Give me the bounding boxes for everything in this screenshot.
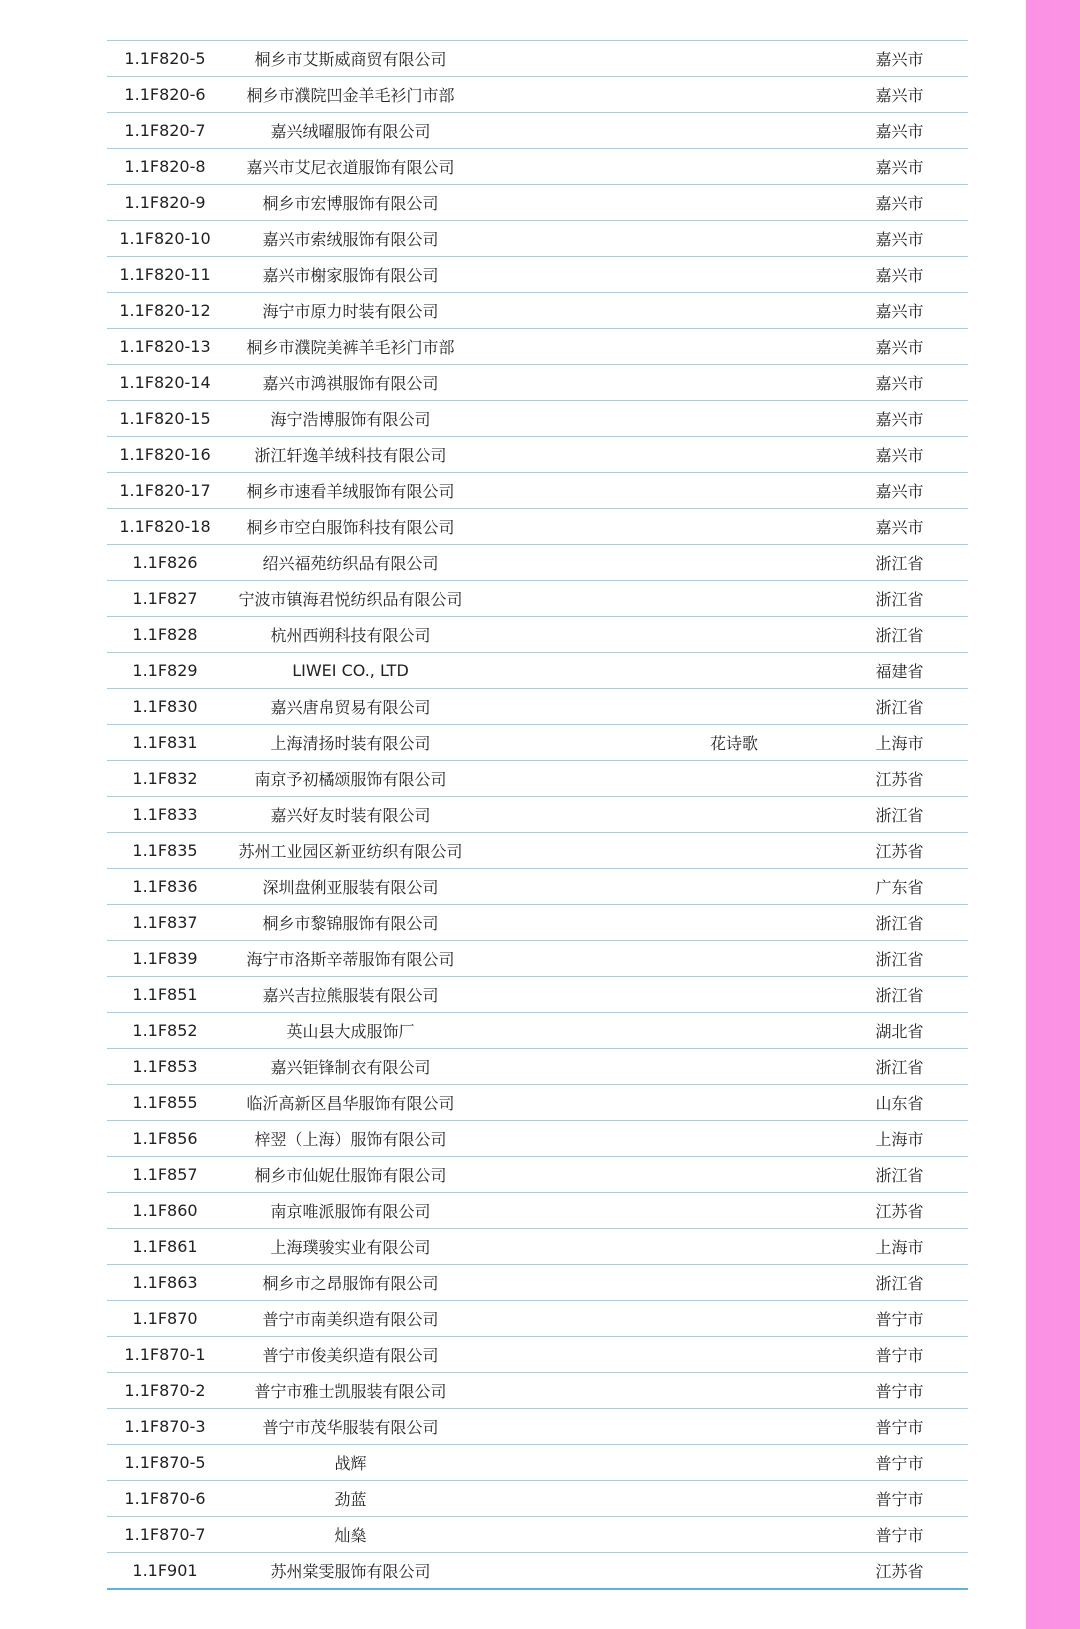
company-name-cell: 英山县大成服饰厂 bbox=[223, 1013, 478, 1049]
region-cell: 嘉兴市 bbox=[831, 509, 968, 545]
brand-name-cell bbox=[478, 77, 831, 113]
booth-number-cell: 1.1F820-8 bbox=[107, 149, 223, 185]
brand-name-cell bbox=[478, 1265, 831, 1301]
booth-number-cell: 1.1F820-14 bbox=[107, 365, 223, 401]
region-cell: 嘉兴市 bbox=[831, 221, 968, 257]
region-cell: 江苏省 bbox=[831, 1553, 968, 1590]
company-name-cell: 嘉兴唐帛贸易有限公司 bbox=[223, 689, 478, 725]
brand-name-cell bbox=[478, 149, 831, 185]
booth-number-cell: 1.1F826 bbox=[107, 545, 223, 581]
table-row bbox=[107, 293, 968, 329]
booth-number-cell: 1.1F820-12 bbox=[107, 293, 223, 329]
booth-number-cell: 1.1F820-18 bbox=[107, 509, 223, 545]
company-name-cell: 嘉兴市索绒服饰有限公司 bbox=[223, 221, 478, 257]
table-row bbox=[107, 437, 968, 473]
company-name-cell: 深圳盘俐亚服装有限公司 bbox=[223, 869, 478, 905]
region-cell: 江苏省 bbox=[831, 761, 968, 797]
booth-number-cell: 1.1F830 bbox=[107, 689, 223, 725]
brand-name-cell bbox=[478, 869, 831, 905]
table-row bbox=[107, 149, 968, 185]
booth-number-cell: 1.1F835 bbox=[107, 833, 223, 869]
company-name-cell: 海宁浩博服饰有限公司 bbox=[223, 401, 478, 437]
table-row bbox=[107, 1013, 968, 1049]
region-cell: 浙江省 bbox=[831, 689, 968, 725]
company-name-cell: 绍兴福苑纺织品有限公司 bbox=[223, 545, 478, 581]
table-row bbox=[107, 833, 968, 869]
region-cell: 普宁市 bbox=[831, 1301, 968, 1337]
region-cell: 上海市 bbox=[831, 725, 968, 761]
booth-number-cell: 1.1F836 bbox=[107, 869, 223, 905]
table-row bbox=[107, 689, 968, 725]
company-name-cell: 桐乡市仙妮仕服饰有限公司 bbox=[223, 1157, 478, 1193]
brand-name-cell bbox=[478, 509, 831, 545]
table-row bbox=[107, 185, 968, 221]
booth-number-cell: 1.1F828 bbox=[107, 617, 223, 653]
table-row bbox=[107, 473, 968, 509]
booth-number-cell: 1.1F870-5 bbox=[107, 1445, 223, 1481]
company-name-cell: 海宁市洛斯辛蒂服饰有限公司 bbox=[223, 941, 478, 977]
brand-name-cell bbox=[478, 293, 831, 329]
region-cell: 浙江省 bbox=[831, 1157, 968, 1193]
exhibitor-table bbox=[107, 40, 968, 1590]
brand-name-cell bbox=[478, 401, 831, 437]
region-cell: 嘉兴市 bbox=[831, 473, 968, 509]
booth-number-cell: 1.1F820-11 bbox=[107, 257, 223, 293]
booth-number-cell: 1.1F861 bbox=[107, 1229, 223, 1265]
company-name-cell: 嘉兴市鸿祺服饰有限公司 bbox=[223, 365, 478, 401]
region-cell: 浙江省 bbox=[831, 977, 968, 1013]
brand-name-cell bbox=[478, 1121, 831, 1157]
company-name-cell: 嘉兴市艾尼衣道服饰有限公司 bbox=[223, 149, 478, 185]
table-row bbox=[107, 221, 968, 257]
table-row bbox=[107, 1049, 968, 1085]
region-cell: 广东省 bbox=[831, 869, 968, 905]
booth-number-cell: 1.1F863 bbox=[107, 1265, 223, 1301]
table-row bbox=[107, 1157, 968, 1193]
booth-number-cell: 1.1F852 bbox=[107, 1013, 223, 1049]
table-row bbox=[107, 77, 968, 113]
booth-number-cell: 1.1F870-2 bbox=[107, 1373, 223, 1409]
region-cell: 浙江省 bbox=[831, 581, 968, 617]
region-cell: 普宁市 bbox=[831, 1445, 968, 1481]
region-cell: 浙江省 bbox=[831, 545, 968, 581]
booth-number-cell: 1.1F829 bbox=[107, 653, 223, 689]
booth-number-cell: 1.1F820-17 bbox=[107, 473, 223, 509]
brand-name-text: 花诗歌 bbox=[710, 734, 759, 753]
booth-number-cell: 1.1F820-13 bbox=[107, 329, 223, 365]
table-row bbox=[107, 113, 968, 149]
company-name-cell: 梓翌（上海）服饰有限公司 bbox=[223, 1121, 478, 1157]
table-row bbox=[107, 401, 968, 437]
booth-number-cell: 1.1F870-1 bbox=[107, 1337, 223, 1373]
brand-name-cell bbox=[478, 1193, 831, 1229]
company-name-cell: 临沂高新区昌华服饰有限公司 bbox=[223, 1085, 478, 1121]
brand-name-cell bbox=[478, 1085, 831, 1121]
brand-name-cell bbox=[478, 1373, 831, 1409]
table-row bbox=[107, 617, 968, 653]
brand-name-cell bbox=[478, 365, 831, 401]
region-cell: 普宁市 bbox=[831, 1481, 968, 1517]
booth-number-cell: 1.1F827 bbox=[107, 581, 223, 617]
region-cell: 嘉兴市 bbox=[831, 185, 968, 221]
region-cell: 江苏省 bbox=[831, 833, 968, 869]
brand-name-cell bbox=[478, 1481, 831, 1517]
booth-number-cell: 1.1F820-9 bbox=[107, 185, 223, 221]
booth-number-cell: 1.1F853 bbox=[107, 1049, 223, 1085]
region-cell: 嘉兴市 bbox=[831, 41, 968, 77]
region-cell: 嘉兴市 bbox=[831, 77, 968, 113]
table-row bbox=[107, 905, 968, 941]
company-name-cell: 桐乡市黎锦服饰有限公司 bbox=[223, 905, 478, 941]
booth-number-cell: 1.1F820-10 bbox=[107, 221, 223, 257]
booth-number-cell: 1.1F820-15 bbox=[107, 401, 223, 437]
company-name-cell: 普宁市俊美织造有限公司 bbox=[223, 1337, 478, 1373]
table-row bbox=[107, 797, 968, 833]
region-cell: 上海市 bbox=[831, 1229, 968, 1265]
brand-name-cell bbox=[478, 1301, 831, 1337]
table-row bbox=[107, 761, 968, 797]
company-name-cell: 桐乡市艾斯威商贸有限公司 bbox=[223, 41, 478, 77]
booth-number-cell: 1.1F860 bbox=[107, 1193, 223, 1229]
brand-name-cell bbox=[478, 1337, 831, 1373]
company-name-cell: 桐乡市宏博服饰有限公司 bbox=[223, 185, 478, 221]
brand-name-cell bbox=[478, 833, 831, 869]
brand-name-cell bbox=[478, 761, 831, 797]
booth-number-cell: 1.1F820-16 bbox=[107, 437, 223, 473]
company-name-cell: 灿燊 bbox=[223, 1517, 478, 1553]
table-row bbox=[107, 1121, 968, 1157]
brand-name-cell bbox=[478, 905, 831, 941]
table-row bbox=[107, 257, 968, 293]
company-name-cell: 桐乡市之昂服饰有限公司 bbox=[223, 1265, 478, 1301]
region-cell: 浙江省 bbox=[831, 617, 968, 653]
region-cell: 普宁市 bbox=[831, 1409, 968, 1445]
brand-name-cell bbox=[478, 257, 831, 293]
booth-number-cell: 1.1F901 bbox=[107, 1553, 223, 1590]
table-row bbox=[107, 41, 968, 77]
booth-number-cell: 1.1F851 bbox=[107, 977, 223, 1013]
booth-number-cell: 1.1F837 bbox=[107, 905, 223, 941]
table-row bbox=[107, 1085, 968, 1121]
table-row bbox=[107, 1193, 968, 1229]
region-cell: 山东省 bbox=[831, 1085, 968, 1121]
booth-number-cell: 1.1F857 bbox=[107, 1157, 223, 1193]
company-name-cell: 嘉兴吉拉熊服装有限公司 bbox=[223, 977, 478, 1013]
table-row bbox=[107, 941, 968, 977]
brand-name-cell bbox=[478, 1049, 831, 1085]
company-name-cell: 桐乡市空白服饰科技有限公司 bbox=[223, 509, 478, 545]
brand-name-cell bbox=[478, 977, 831, 1013]
brand-name-cell bbox=[478, 689, 831, 725]
region-cell: 嘉兴市 bbox=[831, 437, 968, 473]
region-cell: 福建省 bbox=[831, 653, 968, 689]
brand-name-cell bbox=[478, 437, 831, 473]
table-row bbox=[107, 1229, 968, 1265]
booth-number-cell: 1.1F833 bbox=[107, 797, 223, 833]
brand-name-cell bbox=[478, 185, 831, 221]
company-name-cell: LIWEI CO., LTD bbox=[223, 653, 478, 689]
company-name-cell: 浙江轩逸羊绒科技有限公司 bbox=[223, 437, 478, 473]
booth-number-cell: 1.1F820-7 bbox=[107, 113, 223, 149]
company-name-cell: 桐乡市速看羊绒服饰有限公司 bbox=[223, 473, 478, 509]
booth-number-cell: 1.1F870-6 bbox=[107, 1481, 223, 1517]
region-cell: 浙江省 bbox=[831, 941, 968, 977]
region-cell: 嘉兴市 bbox=[831, 365, 968, 401]
region-cell: 普宁市 bbox=[831, 1517, 968, 1553]
booth-number-cell: 1.1F870-3 bbox=[107, 1409, 223, 1445]
table-row bbox=[107, 329, 968, 365]
region-cell: 嘉兴市 bbox=[831, 329, 968, 365]
region-cell: 嘉兴市 bbox=[831, 257, 968, 293]
region-cell: 浙江省 bbox=[831, 797, 968, 833]
region-cell: 浙江省 bbox=[831, 1265, 968, 1301]
region-cell: 湖北省 bbox=[831, 1013, 968, 1049]
booth-number-cell: 1.1F870 bbox=[107, 1301, 223, 1337]
table-row bbox=[107, 977, 968, 1013]
brand-name-cell bbox=[478, 1517, 831, 1553]
table-row bbox=[107, 1337, 968, 1373]
table-row bbox=[107, 1265, 968, 1301]
company-name-cell: 嘉兴钜锋制衣有限公司 bbox=[223, 1049, 478, 1085]
region-cell: 嘉兴市 bbox=[831, 113, 968, 149]
brand-name-cell bbox=[478, 221, 831, 257]
company-name-cell: 南京唯派服饰有限公司 bbox=[223, 1193, 478, 1229]
table-row bbox=[107, 1409, 968, 1445]
company-name-cell: 杭州西朔科技有限公司 bbox=[223, 617, 478, 653]
brand-name-cell bbox=[478, 545, 831, 581]
brand-name-cell bbox=[478, 1409, 831, 1445]
region-cell: 浙江省 bbox=[831, 905, 968, 941]
booth-number-cell: 1.1F832 bbox=[107, 761, 223, 797]
booth-number-cell: 1.1F839 bbox=[107, 941, 223, 977]
region-cell: 浙江省 bbox=[831, 1049, 968, 1085]
table-row bbox=[107, 1445, 968, 1481]
brand-name-cell bbox=[478, 41, 831, 77]
table-row bbox=[107, 653, 968, 689]
table-row bbox=[107, 509, 968, 545]
brand-name-cell bbox=[478, 797, 831, 833]
booth-number-cell: 1.1F856 bbox=[107, 1121, 223, 1157]
company-name-cell: 宁波市镇海君悦纺织品有限公司 bbox=[223, 581, 478, 617]
booth-number-cell: 1.1F855 bbox=[107, 1085, 223, 1121]
company-name-cell: 南京予初橘颂服饰有限公司 bbox=[223, 761, 478, 797]
side-accent-bar bbox=[1026, 0, 1080, 1629]
company-name-cell: 海宁市原力时装有限公司 bbox=[223, 293, 478, 329]
table-row bbox=[107, 1373, 968, 1409]
brand-name-cell bbox=[478, 941, 831, 977]
brand-name-cell bbox=[478, 1553, 831, 1590]
company-name-cell: 苏州棠雯服饰有限公司 bbox=[223, 1553, 478, 1590]
company-name-cell: 普宁市茂华服装有限公司 bbox=[223, 1409, 478, 1445]
region-cell: 嘉兴市 bbox=[831, 401, 968, 437]
booth-number-cell: 1.1F820-5 bbox=[107, 41, 223, 77]
table-row bbox=[107, 1481, 968, 1517]
company-name-cell: 桐乡市濮院美裤羊毛衫门市部 bbox=[223, 329, 478, 365]
table-row bbox=[107, 545, 968, 581]
brand-name-cell bbox=[478, 1229, 831, 1265]
company-name-cell: 上海璞骏实业有限公司 bbox=[223, 1229, 478, 1265]
exhibitor-table-body bbox=[107, 41, 968, 1590]
booth-number-cell: 1.1F831 bbox=[107, 725, 223, 761]
brand-name-cell bbox=[478, 1445, 831, 1481]
brand-name-cell bbox=[478, 617, 831, 653]
table-row bbox=[107, 581, 968, 617]
company-name-cell: 苏州工业园区新亚纺织有限公司 bbox=[223, 833, 478, 869]
company-name-cell: 普宁市雅士凯服装有限公司 bbox=[223, 1373, 478, 1409]
booth-number-cell: 1.1F820-6 bbox=[107, 77, 223, 113]
table-row bbox=[107, 1553, 968, 1590]
brand-name-cell bbox=[478, 581, 831, 617]
brand-name-cell bbox=[478, 329, 831, 365]
region-cell: 嘉兴市 bbox=[831, 293, 968, 329]
table-row bbox=[107, 869, 968, 905]
table-row bbox=[107, 725, 968, 761]
brand-name-cell bbox=[478, 113, 831, 149]
brand-name-cell bbox=[478, 653, 831, 689]
company-name-cell: 普宁市南美织造有限公司 bbox=[223, 1301, 478, 1337]
brand-name-cell bbox=[478, 1013, 831, 1049]
company-name-cell: 战辉 bbox=[223, 1445, 478, 1481]
exhibitor-table-container bbox=[107, 40, 968, 1590]
brand-name-cell bbox=[478, 1157, 831, 1193]
booth-number-cell: 1.1F870-7 bbox=[107, 1517, 223, 1553]
table-row bbox=[107, 1301, 968, 1337]
company-name-cell: 嘉兴绒曜服饰有限公司 bbox=[223, 113, 478, 149]
table-row bbox=[107, 365, 968, 401]
table-row bbox=[107, 1517, 968, 1553]
company-name-cell: 上海清扬时装有限公司 bbox=[223, 725, 478, 761]
region-cell: 上海市 bbox=[831, 1121, 968, 1157]
region-cell: 江苏省 bbox=[831, 1193, 968, 1229]
brand-name-cell bbox=[478, 473, 831, 509]
company-name-cell: 桐乡市濮院凹金羊毛衫门市部 bbox=[223, 77, 478, 113]
region-cell: 普宁市 bbox=[831, 1373, 968, 1409]
region-cell: 嘉兴市 bbox=[831, 149, 968, 185]
company-name-cell: 嘉兴好友时装有限公司 bbox=[223, 797, 478, 833]
brand-name-cell bbox=[478, 725, 831, 761]
company-name-cell: 劲蓝 bbox=[223, 1481, 478, 1517]
company-name-cell: 嘉兴市榭家服饰有限公司 bbox=[223, 257, 478, 293]
region-cell: 普宁市 bbox=[831, 1337, 968, 1373]
